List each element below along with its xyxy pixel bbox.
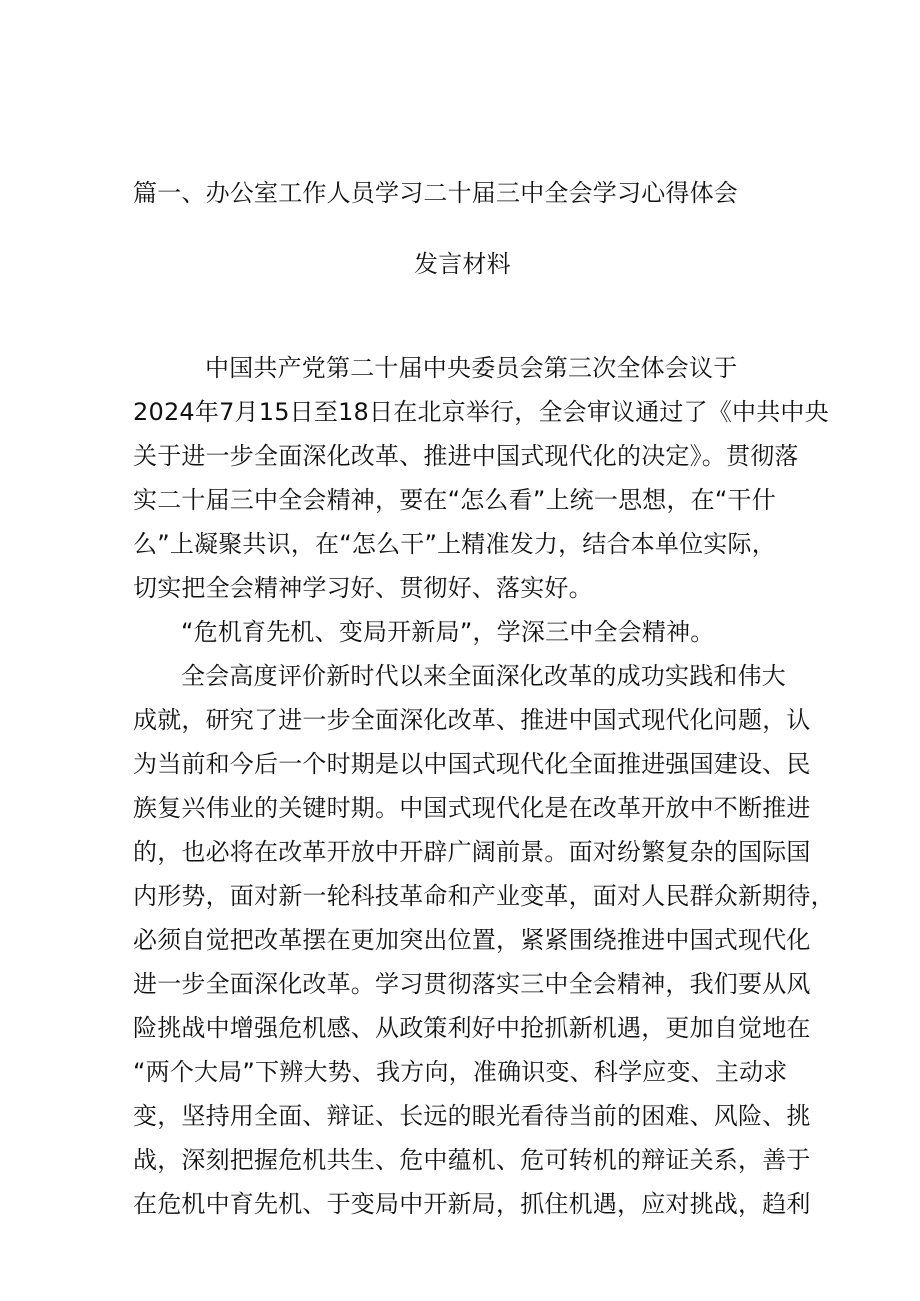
paragraph1-line-2: 2024年7月15日至18日在北京举行，全会审议通过了《中共中央 [133, 398, 829, 426]
paragraph2-line-13: 在危机中育先机、于变局中开新局，抓住机遇，应对挑战，趋利 [133, 1190, 811, 1218]
paragraph1-line-5: 么”上凝聚共识，在“怎么干”上精准发力，结合本单位实际， [133, 530, 776, 558]
paragraph2-line-7: 必须自觉把改革摆在更加突出位置，紧紧围绕推进中国式现代化 [133, 926, 811, 954]
paragraph2-line-6: 内形势，面对新一轮科技革命和产业变革，面对人民群众新期待， [133, 882, 835, 910]
paragraph2-line-4: 族复兴伟业的关键时期。中国式现代化是在改革开放中不断推进 [133, 794, 811, 822]
paragraph2-line-3: 为当前和今后一个时期是以中国式现代化全面推进强国建设、民 [133, 750, 811, 778]
paragraph2-line-9: 险挑战中增强危机感、从政策利好中抢抓新机遇，更加自觉地在 [133, 1014, 811, 1042]
paragraph2-line-8: 进一步全面深化改革。学习贯彻落实三中全会精神，我们要从风 [133, 970, 811, 998]
paragraph2-line-5: 的，也必将在改革开放中开辟广阔前景。面对纷繁复杂的国际国 [133, 838, 811, 866]
paragraph1-line-4: 实二十届三中全会精神，要在“怎么看”上统一思想，在“干什 [133, 486, 776, 514]
paragraph2-line-1: 全会高度评价新时代以来全面深化改革的成功实践和伟大 [181, 662, 786, 690]
paragraph2-line-11: 变，坚持用全面、辩证、长远的眼光看待当前的困难、风险、挑 [133, 1102, 811, 1130]
paragraph2-line-2: 成就，研究了进一步全面深化改革、推进中国式现代化问题，认 [133, 706, 811, 734]
section-heading-1: “危机育先机、变局开新局”，学深三中全会精神。 [181, 618, 715, 646]
paragraph2-line-10: “两个大局”下辨大势、我方向，准确识变、科学应变、主动求 [133, 1058, 788, 1086]
paragraph1-line-3: 关于进一步全面深化改革、推进中国式现代化的决定》。贯彻落 [133, 442, 799, 470]
paragraph1-line-1: 中国共产党第二十届中央委员会第三次全体会议于 [205, 354, 738, 382]
paragraph1-line-6: 切实把全会精神学习好、贯彻好、落实好。 [133, 574, 593, 602]
document-title-line-2: 发言材料 [414, 250, 511, 278]
paragraph2-line-12: 战，深刻把握危机共生、危中蕴机、危可转机的辩证关系，善于 [133, 1146, 811, 1174]
document-title-line-1: 篇一、办公室工作人员学习二十届三中全会学习心得体会 [133, 179, 738, 207]
